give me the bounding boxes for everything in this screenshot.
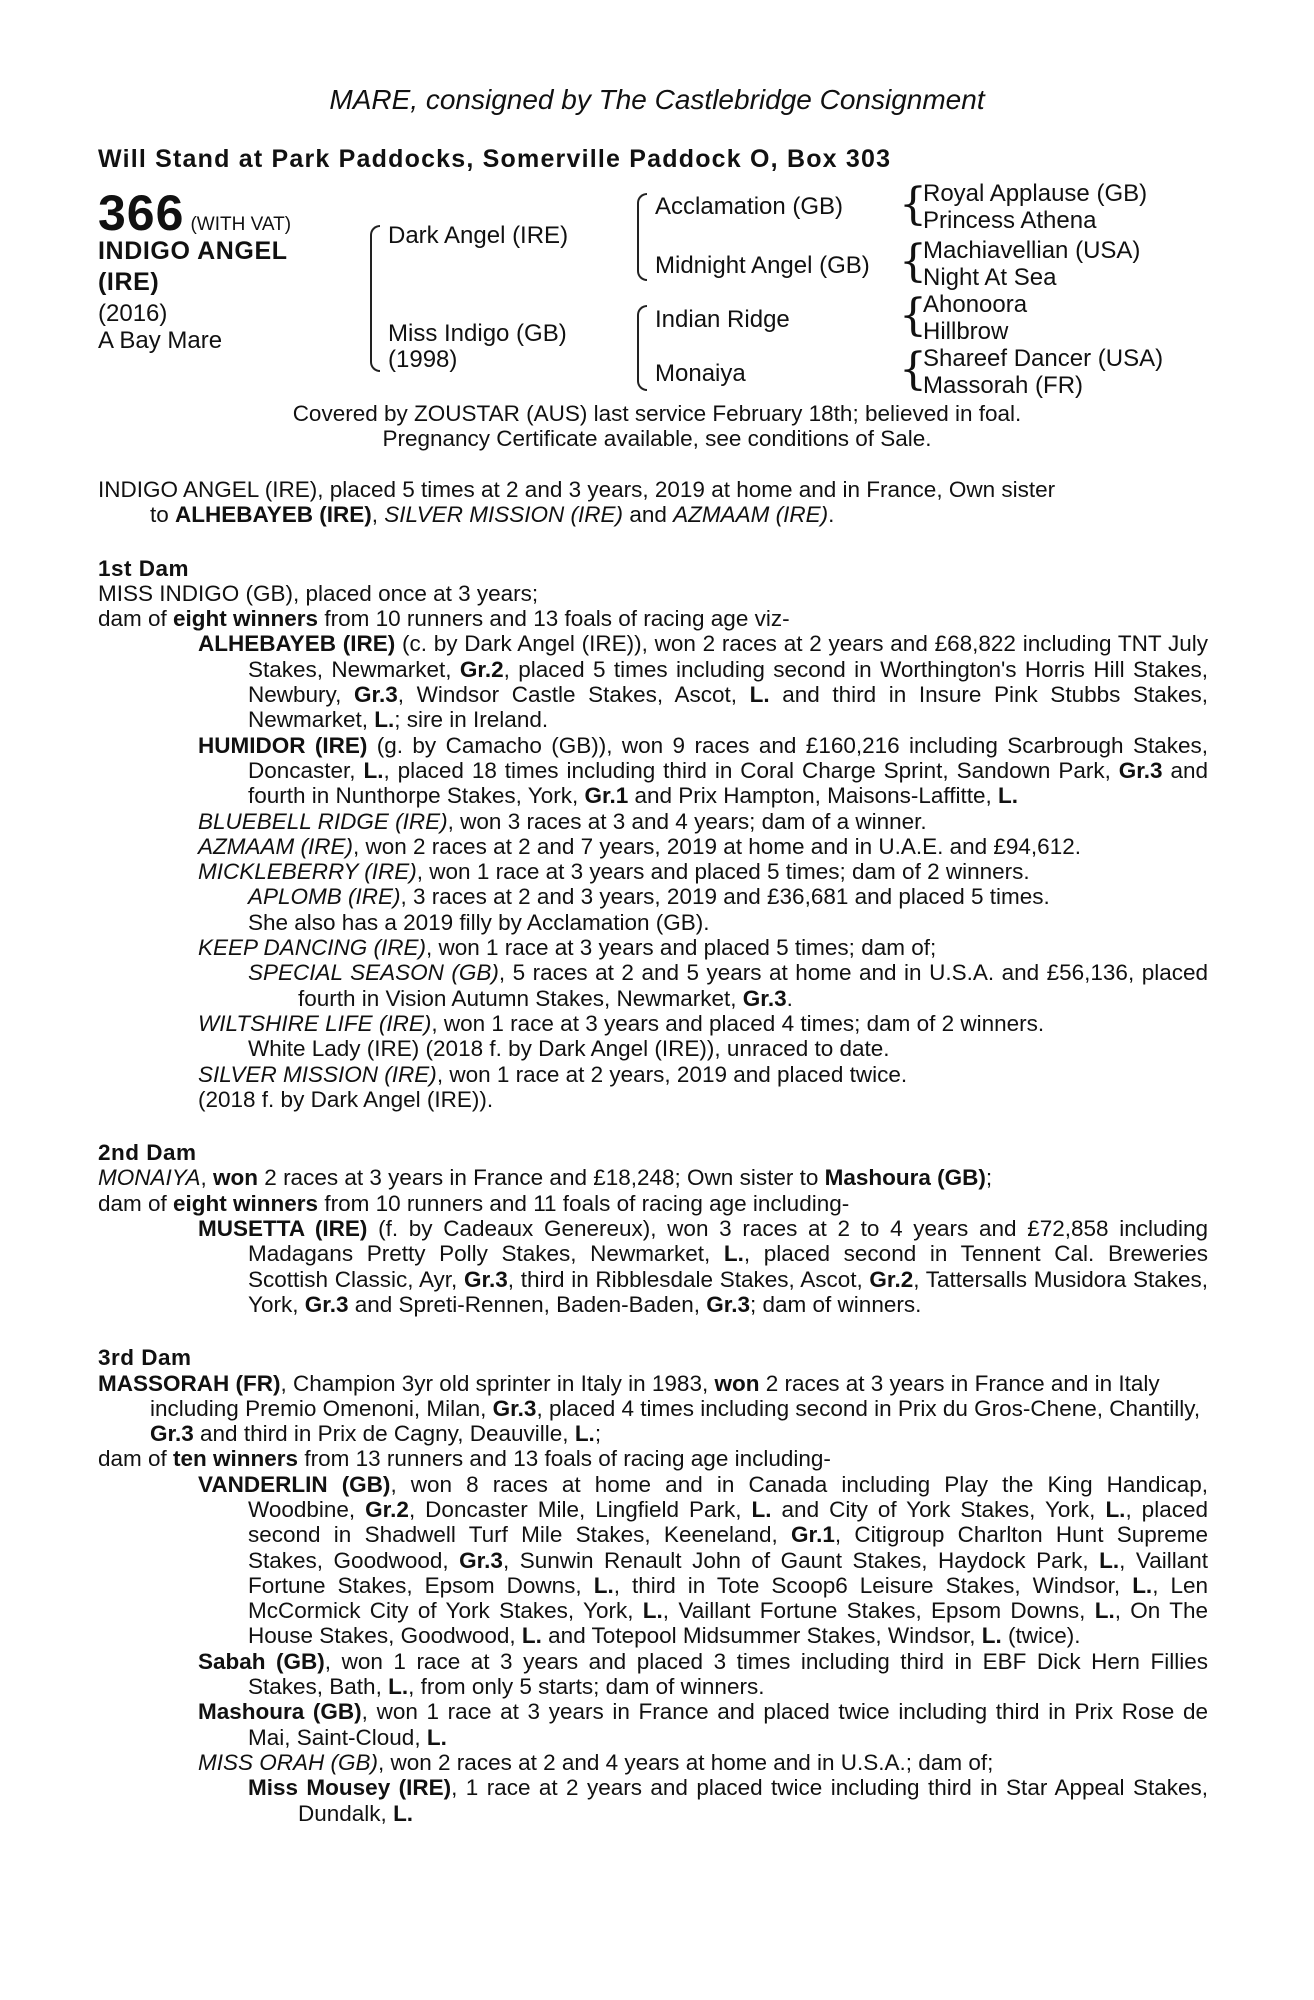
pedigree-brace-dam (637, 305, 647, 391)
produce-humidor: HUMIDOR (IRE) (g. by Camacho (GB)), won 9 races and £160,216 including Scarbrough Stakes, Doncaster, L., placed 18 times including third in Coral Charge Sprint, Sandown Park, Gr.3 and fourth in Nunthorpe Stakes, York, Gr.1 and Prix Hampton, Maisons-Laffitte, L. (198, 732, 1208, 809)
first-dam-line: MISS INDIGO (GB), placed once at 3 years; (98, 580, 539, 606)
horse-name-line1: INDIGO ANGEL (98, 237, 288, 265)
pedigree-dam-year: (1998) (388, 346, 458, 373)
produce-bluebell: BLUEBELL RIDGE (IRE), won 3 races at 3 and 4 years; dam of a winner. (198, 808, 927, 834)
produce-miss-mousey: Miss Mousey (IRE), 1 race at 2 years and placed twice including third in Star Appeal Stakes, Dundalk, L. (248, 1775, 1208, 1826)
pedigree-sss: Royal Applause (GB) (923, 180, 1148, 207)
produce-alhebayeb: ALHEBAYEB (IRE) (c. by Dark Angel (IRE)), won 2 races at 2 years and £68,822 including TNT July Stakes, Newmarket, Gr.2, placed 5 times including second in Worthington's Horris Hill Stakes, Newbury, Gr.3, Windsor Castle Stakes, Ascot, L. and third in Insure Pink Stubbs Stakes, Newmarket, L.; sire in Ireland. (198, 631, 1208, 733)
produce-mickleberry: MICKLEBERRY (IRE), won 1 race at 3 years and placed 5 times; dam of 2 winners. (198, 859, 1030, 885)
produce-sabah: Sabah (GB), won 1 race at 3 years and placed 3 times including third in EBF Dick Hern Fillies Stakes, Bath, L., from only 5 starts; dam of winners. (198, 1648, 1208, 1700)
horse-description: A Bay Mare (98, 327, 223, 354)
pedigree-sire-dam: Midnight Angel (GB) (655, 252, 870, 279)
second-dam-heading: 2nd Dam (98, 1140, 197, 1166)
produce-vanderlin: VANDERLIN (GB), won 8 races at home and in Canada including Play the King Handicap, Woodbine, Gr.2, Doncaster Mile, Lingfield Park, L. and City of York Stakes, York, L., placed second in Shadwell Turf Mile Stakes, Keeneland, Gr.1, Citigroup Charlton Hunt Supreme Stakes, Goodwood, Gr.3, Sunwin Renault John of Gaunt Stakes, Haydock Park, L., Vaillant Fortune Stakes, Epsom Downs, L., third in Tote Scoop6 Leisure Stakes, Windsor, L., Len McCormick City of York Stakes, York, L., Vaillant Fortune Stakes, Epsom Downs, L., On The House Stakes, Goodwood, L. and Totepool Midsummer Stakes, Windsor, L. (twice). (198, 1471, 1209, 1649)
catalogue-body (98, 477, 1208, 1826)
covering-note: Covered by ZOUSTAR (AUS) last service February 18th; believed in foal. (292, 401, 1022, 426)
horse-name (98, 236, 358, 298)
pedigree-sire: Dark Angel (IRE) (388, 222, 569, 249)
third-dam-produce: dam of ten winners from 13 runners and 13 foals of racing age including- (98, 1446, 831, 1472)
pedigree-dds: Shareef Dancer (USA) (923, 345, 1164, 372)
lot-number (98, 184, 291, 242)
third-dam-heading: 3rd Dam (98, 1345, 192, 1371)
produce-special-season: SPECIAL SEASON (GB), 5 races at 2 and 5 years at home and in U.S.A. and £56,136, placed fourth in Vision Autumn Stakes, Newmarket, Gr.3. (248, 960, 1208, 1011)
pedigree-brace-g3-2: { (899, 236, 927, 287)
pedigree-sds: Machiavellian (USA) (923, 237, 1141, 264)
lot-number-value: 366 (98, 185, 185, 241)
horse-name-line2: (IRE) (98, 268, 160, 296)
produce-azmaam: AZMAAM (IRE), won 2 races at 2 and 7 years, 2019 at home and in U.A.E. and £94,612. (198, 833, 1081, 859)
pedigree-brace-g3-4: { (899, 344, 927, 395)
produce-filly-note: She also has a 2019 filly by Acclamation (GB). (248, 909, 710, 935)
consignor-heading: MARE, consigned by The Castlebridge Consignment (329, 84, 985, 115)
pedigree-sdd: Night At Sea (923, 264, 1057, 291)
pedigree-dam: Miss Indigo (GB) (388, 320, 567, 347)
produce-silver-mission: SILVER MISSION (IRE), won 1 race at 2 years, 2019 and placed twice. (198, 1061, 908, 1087)
pedigree-dss: Ahonoora (923, 291, 1028, 318)
produce-aplomb: APLOMB (IRE), 3 races at 2 and 3 years, 2019 and £36,681 and placed 5 times. (248, 884, 1050, 910)
pedigree-sire-sire: Acclamation (GB) (655, 193, 844, 220)
pedigree-dam-dam: Monaiya (655, 360, 746, 387)
first-dam-produce: dam of eight winners from 10 runners and 13 foals of racing age viz- (98, 606, 790, 632)
produce-wiltshire-life: WILTSHIRE LIFE (IRE), won 1 race at 3 years and placed 4 times; dam of 2 winners. (198, 1010, 1045, 1036)
pedigree-dsd: Hillbrow (923, 318, 1009, 345)
produce-keep-dancing: KEEP DANCING (IRE), won 1 race at 3 years and placed 5 times; dam of; (198, 935, 937, 961)
pregnancy-note: Pregnancy Certificate available, see conditions of Sale. (382, 426, 932, 451)
pedigree-ssd: Princess Athena (923, 207, 1097, 234)
vat-note: (WITH VAT) (190, 214, 292, 235)
produce-white-lady: White Lady (IRE) (2018 f. by Dark Angel (IRE)), unraced to date. (248, 1036, 890, 1062)
second-dam-line: MONAIYA, won 2 races at 3 years in France and £18,248; Own sister to Mashoura (GB); (98, 1165, 993, 1191)
first-dam-heading: 1st Dam (98, 555, 190, 581)
produce-mashoura: Mashoura (GB), won 1 race at 3 years in France and placed twice including third in Prix Rose de Mai, Saint-Cloud, L. (198, 1699, 1208, 1750)
pedigree-brace-sire (637, 193, 647, 281)
pedigree-dam-sire: Indian Ridge (655, 306, 790, 333)
pedigree-brace-gen1 (370, 225, 380, 372)
second-dam-produce: dam of eight winners from 10 runners and 11 foals of racing age including- (98, 1190, 850, 1216)
produce-2018-filly: (2018 f. by Dark Angel (IRE)). (198, 1086, 494, 1112)
stabling-location: Will Stand at Park Paddocks, Somerville Paddock O, Box 303 (98, 145, 892, 173)
intro-paragraph: INDIGO ANGEL (IRE), placed 5 times at 2 and 3 years, 2019 at home and in France, Own sister to ALHEBAYEB (IRE), SILVER MISSION (IRE) and AZMAAM (IRE). (98, 477, 1056, 528)
pedigree-brace-g3-3: { (899, 290, 927, 341)
horse-year: (2016) (98, 300, 168, 327)
produce-musetta: MUSETTA (IRE) (f. by Cadeaux Genereux), won 3 races at 2 to 4 years and £72,858 including Madagans Pretty Polly Stakes, Newmarket, L., placed second in Tennent Cal. Breweries Scottish Classic, Ayr, Gr.3, third in Ribblesdale Stakes, Ascot, Gr.2, Tattersalls Musidora Stakes, York, Gr.3 and Spreti-Rennen, Baden-Baden, Gr.3; dam of winners. (198, 1216, 1209, 1317)
third-dam-line: MASSORAH (FR), Champion 3yr old sprinter in Italy in 1983, won 2 races at 3 years in France and in Italy including Premio Omenoni, Milan, Gr.3, placed 4 times including second in Prix du Gros-Chene, Chantilly, Gr.3 and third in Prix de Cagny, Deauville, L.; (98, 1370, 1201, 1447)
produce-miss-orah: MISS ORAH (GB), won 2 races at 2 and 4 years at home and in U.S.A.; dam of; (198, 1749, 994, 1775)
pedigree-ddd: Massorah (FR) (923, 372, 1084, 399)
pedigree-brace-g3-1: { (899, 179, 927, 230)
